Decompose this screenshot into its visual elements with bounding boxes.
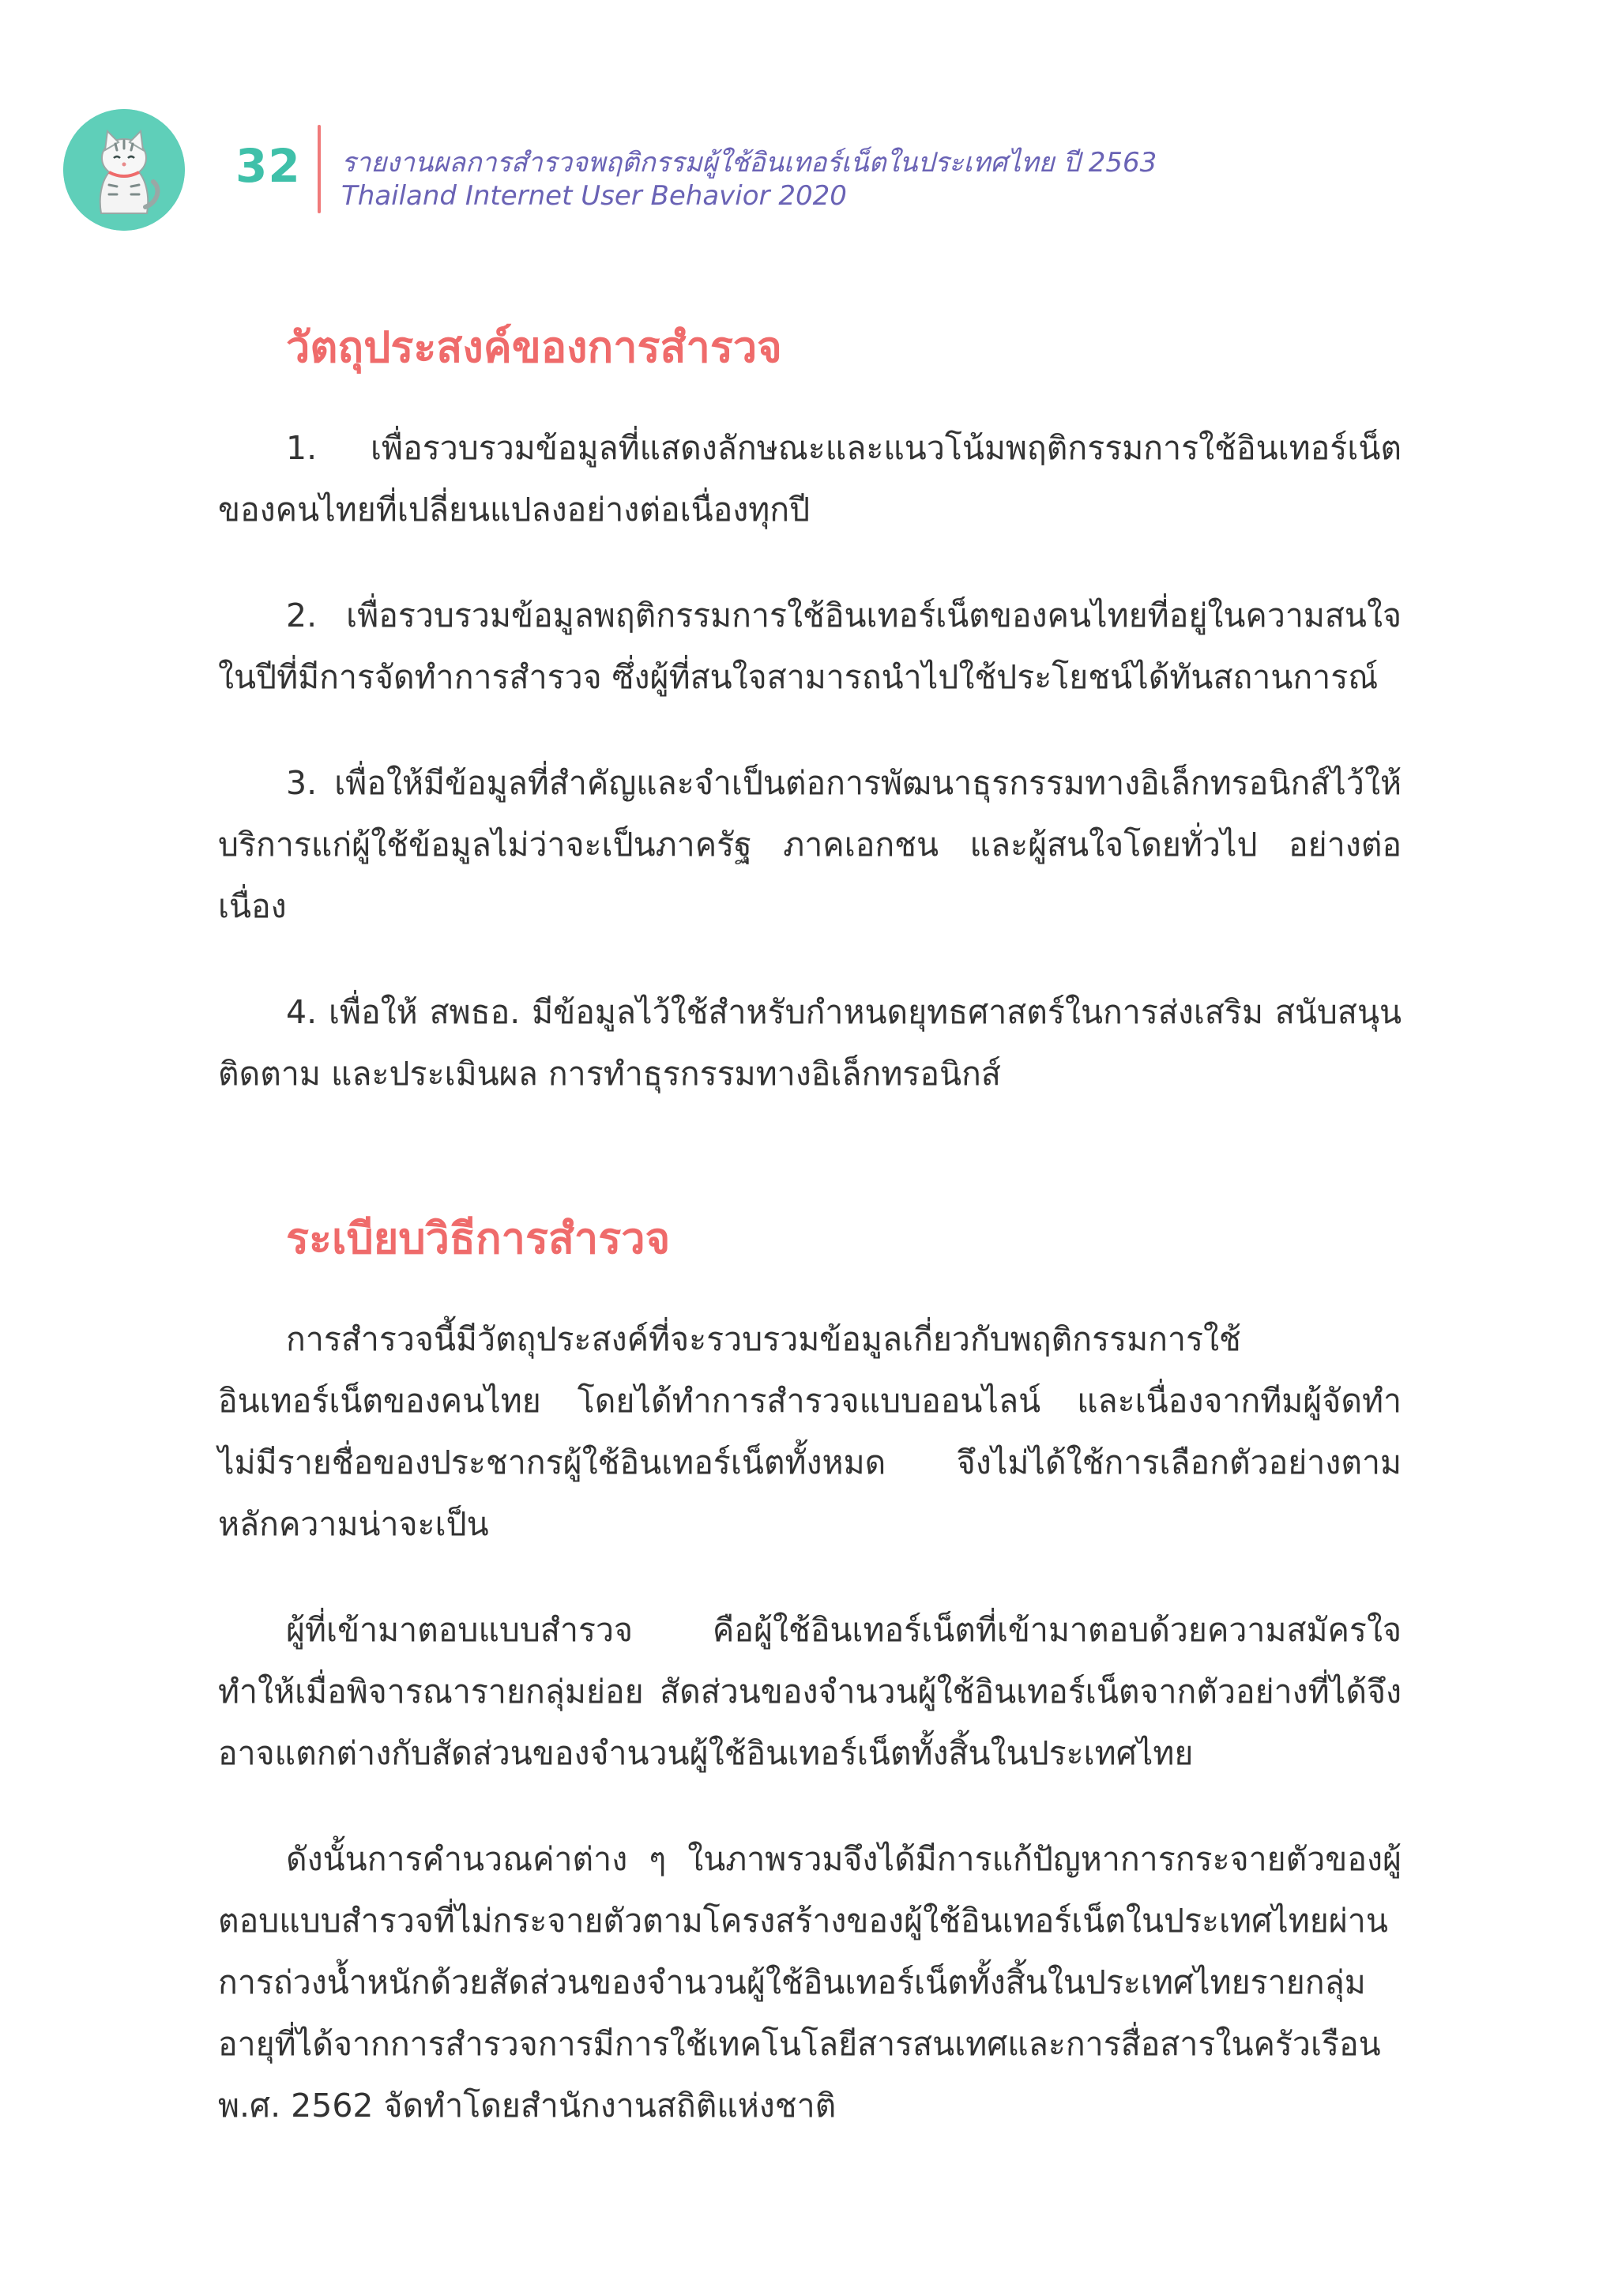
objective-paragraph-1: 1. เพื่อรวบรวมข้อมูลที่แสดงลักษณะและแนวโน้มพฤติกรรมการใช้อินเทอร์เน็ตของคนไทยที่เปลี่ยนแปลงอย่างต่อเนื่องทุกปี — [218, 429, 1402, 529]
report-title-thai: รายงานผลการสำรวจพฤติกรรมผู้ใช้อินเทอร์เน็ตในประเทศไทย ปี 2563 — [341, 147, 1157, 179]
page-header — [63, 109, 1485, 235]
page-number: 32 — [235, 139, 301, 193]
objective-paragraph-2: 2. เพื่อรวบรวมข้อมูลพฤติกรรมการใช้อินเทอร์เน็ตของคนไทยที่อยู่ในความสนใจในปีที่มีการจัดทำการสำรวจ ซึ่งผู้ที่สนใจสามารถนำไปใช้ประโยชน์ได้ทันสถานการณ์ — [218, 597, 1402, 696]
objective-paragraph-3: 3. เพื่อให้มีข้อมูลที่สำคัญและจำเป็นต่อการพัฒนาธุรกรรมทางอิเล็กทรอนิกส์ไว้ให้บริการแก่ผู้ใช้ข้อมูลไม่ว่าจะเป็นภาครัฐ ภาคเอกชน และผู้สนใจโดยทั่วไป อย่างต่อเนื่อง — [218, 764, 1402, 925]
objective-paragraph-4: 4. เพื่อให้ สพธอ. มีข้อมูลไว้ใช้สำหรับกำหนดยุทธศาสตร์ในการส่งเสริม สนับสนุน ติดตาม และประเมินผล การทำธุรกรรมทางอิเล็กทรอนิกส์ — [218, 993, 1402, 1093]
report-title-english: Thailand Internet User Behavior 2020 — [341, 180, 847, 212]
cat-mascot-icon — [63, 109, 185, 231]
page-content — [218, 316, 1402, 2136]
methodology-paragraph-2: ผู้ที่เข้ามาตอบแบบสำรวจ คือผู้ใช้อินเทอร์เน็ตที่เข้ามาตอบด้วยความสมัครใจ ทำให้เมื่อพิจารณารายกลุ่มย่อย สัดส่วนของจำนวนผู้ใช้อินเทอร์เน็ตจากตัวอย่างที่ได้จึงอาจแตกต่างกับสัดส่วนของจำนวนผู้ใช้อินเทอร์เน็ตทั้งสิ้นในประเทศไทย — [218, 1611, 1402, 1772]
section-heading-objectives: วัตถุประสงค์ของการสำรวจ — [286, 322, 782, 372]
section-heading-methodology: ระเบียบวิธีการสำรวจ — [286, 1214, 671, 1263]
header-divider — [318, 125, 321, 213]
methodology-paragraph-1: การสำรวจนี้มีวัตถุประสงค์ที่จะรวบรวมข้อมูลเกี่ยวกับพฤติกรรมการใช้อินเทอร์เน็ตของคนไทย โดยได้ทำการสำรวจแบบออนไลน์ และเนื่องจากทีมผู้จัดทำไม่มีรายชื่อของประชากรผู้ใช้อินเทอร์เน็ตทั้งหมด จึงไม่ได้ใช้การเลือกตัวอย่างตามหลักความน่าจะเป็น — [218, 1320, 1402, 1543]
methodology-paragraph-3: ดังนั้นการคำนวณค่าต่าง ๆ ในภาพรวมจึงได้มีการแก้ปัญหาการกระจายตัวของผู้ตอบแบบสำรวจที่ไม่กระจายตัวตามโครงสร้างของผู้ใช้อินเทอร์เน็ตในประเทศไทยผ่านการถ่วงน้ำหนักด้วยสัดส่วนของจำนวนผู้ใช้อินเทอร์เน็ตทั้งสิ้นในประเทศไทยรายกลุ่มอายุที่ได้จากการสำรวจการมีการใช้เทคโนโลยีสารสนเทศและการสื่อสารในครัวเรือน พ.ศ. 2562 จัดทำโดยสำนักงานสถิติแห่งชาติ — [218, 1840, 1402, 2125]
